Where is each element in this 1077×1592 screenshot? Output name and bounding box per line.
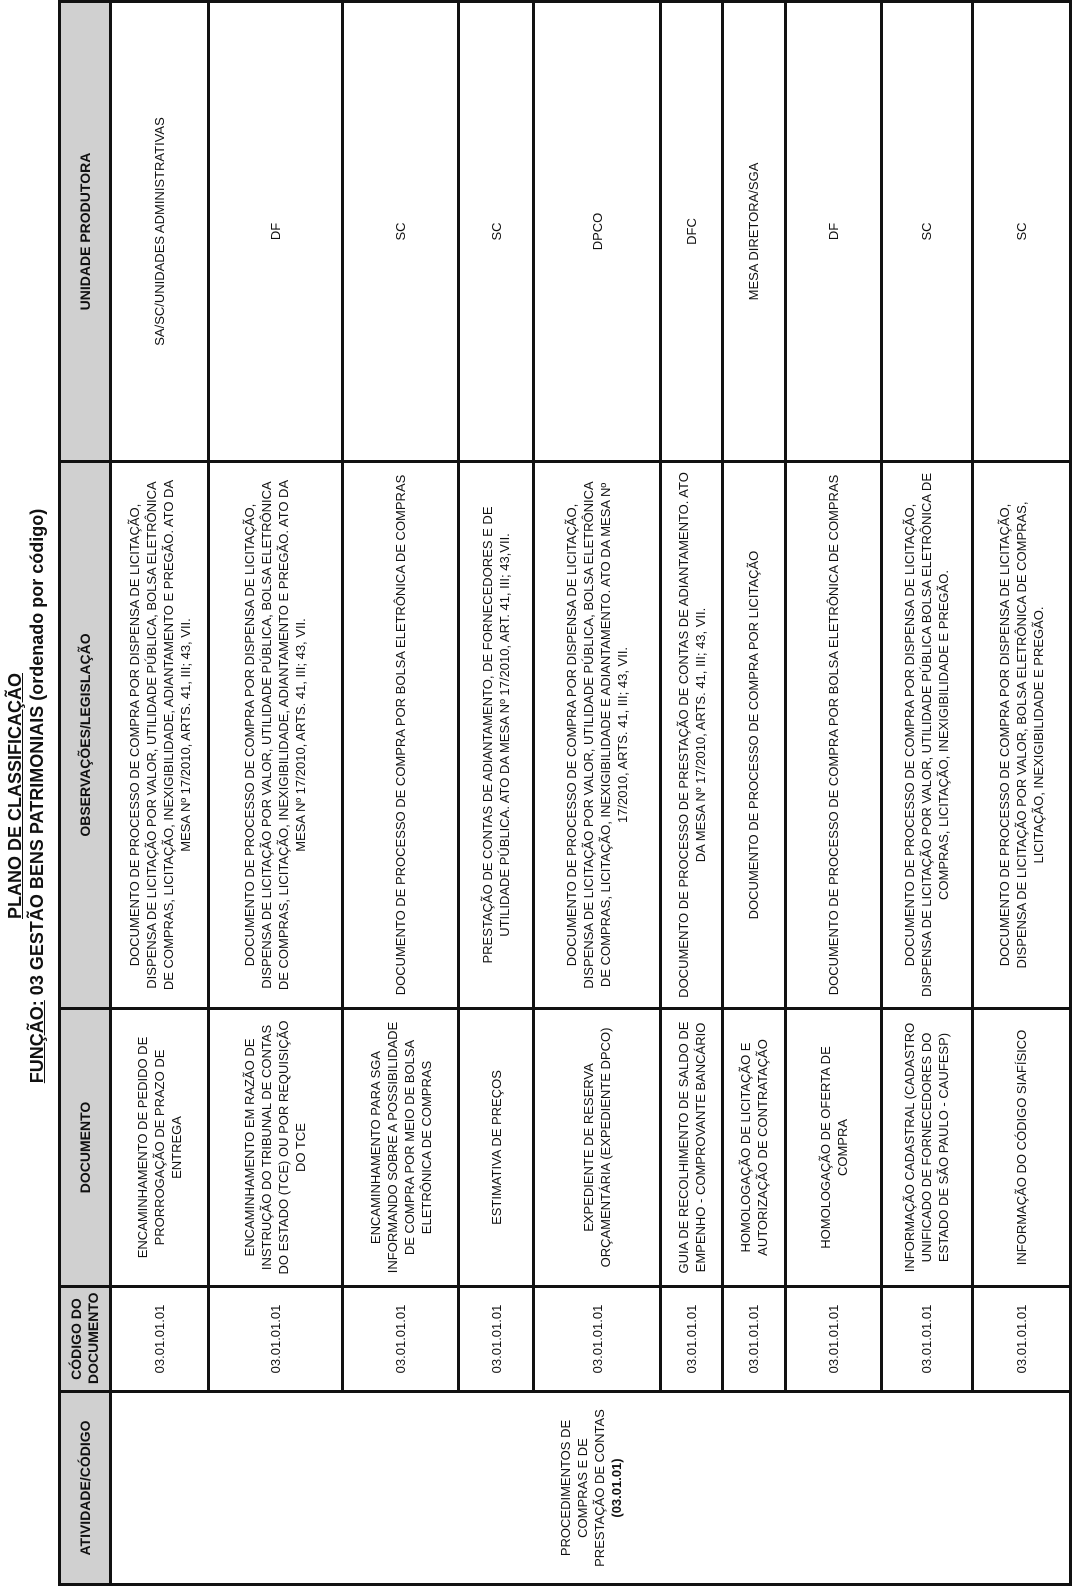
function-label: FUNÇÃO:: [27, 1000, 47, 1084]
col-header-atividade: ATIVIDADE/CÓDIGO: [60, 1392, 111, 1585]
cell-documento: GUIA DE RECOLHIMENTO DE SALDO DE EMPENHO - COMPROVANTE BANCÁRIO: [661, 1009, 722, 1287]
page-title: PLANO DE CLASSIFICAÇÃO: [5, 673, 25, 920]
table-row: [722, 2, 785, 1585]
table-row: [342, 2, 458, 1585]
cell-codigo: 03.01.01.01: [786, 1287, 882, 1392]
cell-unidade: DF: [786, 2, 882, 462]
cell-unidade: SC: [882, 2, 973, 462]
cell-documento: HOMOLOGAÇÃO DE LICITAÇÃO E AUTORIZAÇÃO DE CONTRATAÇÃO: [722, 1009, 785, 1287]
activity-code: (03.01.01): [608, 1458, 624, 1518]
cell-observacoes: DOCUMENTO DE PROCESSO DE COMPRA POR DISPENSA DE LICITAÇÃO, DISPENSA DE LICITAÇÃO POR VALOR, BOLSA ELETRÔNICA DE COMPRAS, LICITAÇÃO, INEXIGIBILIDADE E PREGÃO.: [972, 462, 1070, 1009]
table-row: [786, 2, 882, 1585]
cell-observacoes: DOCUMENTO DE PROCESSO DE COMPRA POR DISPENSA DE LICITAÇÃO, DISPENSA DE LICITAÇÃO POR VALOR, UTILIDADE PÚBLICA, BOLSA ELETRÔNICA DE COMPRAS, LICITAÇÃO, INEXIGIBILIDADE, ADIANTAMENTO E PREGÃO. ATO DA MESA Nº 17/2010, ARTS. 41, III; 43, VII.: [209, 462, 343, 1009]
cell-unidade: DPCO: [533, 2, 661, 462]
cell-observacoes: PRESTAÇÃO DE CONTAS DE ADIANTAMENTO, DE FORNECEDORES E DE UTILIDADE PÚBLICA. ATO DA MESA Nº 17/2010, ART. 41, III; 43,VII.: [459, 462, 534, 1009]
cell-documento: ENCAMINHAMENTO EM RAZÃO DE INSTRUÇÃO DO TRIBUNAL DE CONTAS DO ESTADO (TCE) OU POR REQUISIÇÃO DO TCE: [209, 1009, 343, 1287]
cell-documento: EXPEDIENTE DE RESERVA ORÇAMENTÁRIA (EXPEDIENTE DPCO): [533, 1009, 661, 1287]
function-name: GESTÃO BENS PATRIMONIAIS (ordenado por código): [27, 508, 47, 971]
cell-codigo: 03.01.01.01: [533, 1287, 661, 1392]
cell-codigo: 03.01.01.01: [661, 1287, 722, 1392]
cell-observacoes: DOCUMENTO DE PROCESSO DE COMPRA POR DISPENSA DE LICITAÇÃO, DISPENSA DE LICITAÇÃO POR VALOR, UTILIDADE PÚBLICA BOLSA ELETRÔNICA DE COMPRAS, LICITAÇÃO, INEXIGIBILIDADE E PREGÃO.: [882, 462, 973, 1009]
cell-observacoes: DOCUMENTO DE PROCESSO DE COMPRA POR BOLSA ELETRÔNICA DE COMPRAS: [342, 462, 458, 1009]
cell-documento: ENCAMINHAMENTO PARA SGA INFORMANDO SOBRE A POSSIBILIDADE DE COMPRA POR MEIO DE BOLSA ELETRÔNICA DE COMPRAS: [342, 1009, 458, 1287]
col-header-unidade: UNIDADE PRODUTORA: [60, 2, 111, 462]
table-row: [533, 2, 661, 1585]
cell-observacoes: DOCUMENTO DE PROCESSO DE COMPRA POR BOLSA ELETRÔNICA DE COMPRAS: [786, 462, 882, 1009]
col-header-codigo: CÓDIGO DO DOCUMENTO: [60, 1287, 111, 1392]
cell-observacoes: DOCUMENTO DE PROCESSO DE PRESTAÇÃO DE CONTAS DE ADIANTAMENTO. ATO DA MESA Nº 17/2010, ARTS. 41, III; 43, VII.: [661, 462, 722, 1009]
cell-documento: HOMOLOGAÇÃO DE OFERTA DE COMPRA: [786, 1009, 882, 1287]
cell-unidade: MESA DIRETORA/SGA: [722, 2, 785, 462]
cell-codigo: 03.01.01.01: [209, 1287, 343, 1392]
title-block: [0, 0, 56, 1592]
cell-documento: INFORMAÇÃO DO CÓDIGO SIAFÍSICO: [972, 1009, 1070, 1287]
cell-codigo: 03.01.01.01: [111, 1287, 209, 1392]
cell-unidade: SC: [459, 2, 534, 462]
cell-codigo: 03.01.01.01: [459, 1287, 534, 1392]
cell-codigo: 03.01.01.01: [972, 1287, 1070, 1392]
function-title: [26, 0, 48, 1592]
cell-documento: ENCAMINHAMENTO DE PEDIDO DE PRORROGAÇÃO DE PRAZO DE ENTREGA: [111, 1009, 209, 1287]
cell-codigo: 03.01.01.01: [882, 1287, 973, 1392]
header-row: [60, 2, 111, 1585]
function-code: 03: [27, 975, 47, 996]
cell-observacoes: DOCUMENTO DE PROCESSO DE COMPRA POR DISPENSA DE LICITAÇÃO, DISPENSA DE LICITAÇÃO POR VALOR, UTILIDADE PÚBLICA, BOLSA ELETRÔNICA DE COMPRAS, LICITAÇÃO, INEXIGIBILIDADE, ADIANTAMENTO E PREGÃO. ATO DA MESA Nº 17/2010, ARTS. 41, III; 43, VII.: [111, 462, 209, 1009]
activity-cell: [111, 1392, 1071, 1585]
cell-observacoes: DOCUMENTO DE PROCESSO DE COMPRA POR LICITAÇÃO: [722, 462, 785, 1009]
activity-name: PROCEDIMENTOS DE COMPRAS E DE PRESTAÇÃO DE CONTAS: [557, 1409, 607, 1567]
table-row: [661, 2, 722, 1585]
cell-observacoes: DOCUMENTO DE PROCESSO DE COMPRA POR DISPENSA DE LICITAÇÃO, DISPENSA DE LICITAÇÃO POR VALOR, UTILIDADE PÚBLICA, BOLSA ELETRÔNICA DE COMPRAS, LICITAÇÃO, INEXIGIBILIDADE E ADIANTAMENTO. ATO DA MESA Nº 17/2010, ARTS. 41, III; 43, VII.: [533, 462, 661, 1009]
col-header-observacoes: OBSERVAÇÕES/LEGISLAÇÃO: [60, 462, 111, 1009]
cell-unidade: SA/SC/UNIDADES ADMINISTRATIVAS: [111, 2, 209, 462]
cell-documento: ESTIMATIVA DE PREÇOS: [459, 1009, 534, 1287]
table-row: [111, 2, 209, 1585]
cell-codigo: 03.01.01.01: [722, 1287, 785, 1392]
cell-unidade: DF: [209, 2, 343, 462]
table-row: [209, 2, 343, 1585]
cell-documento: INFORMAÇÃO CADASTRAL (CADASTRO UNIFICADO DE FORNECEDORES DO ESTADO DE SÃO PAULO - CAUFESP): [882, 1009, 973, 1287]
cell-unidade: SC: [342, 2, 458, 462]
col-header-documento: DOCUMENTO: [60, 1009, 111, 1287]
cell-unidade: DFC: [661, 2, 722, 462]
table-row: [459, 2, 534, 1585]
cell-unidade: SC: [972, 2, 1070, 462]
table-row: [882, 2, 973, 1585]
classification-table: [58, 0, 1072, 1586]
cell-codigo: 03.01.01.01: [342, 1287, 458, 1392]
table-row: [972, 2, 1070, 1585]
